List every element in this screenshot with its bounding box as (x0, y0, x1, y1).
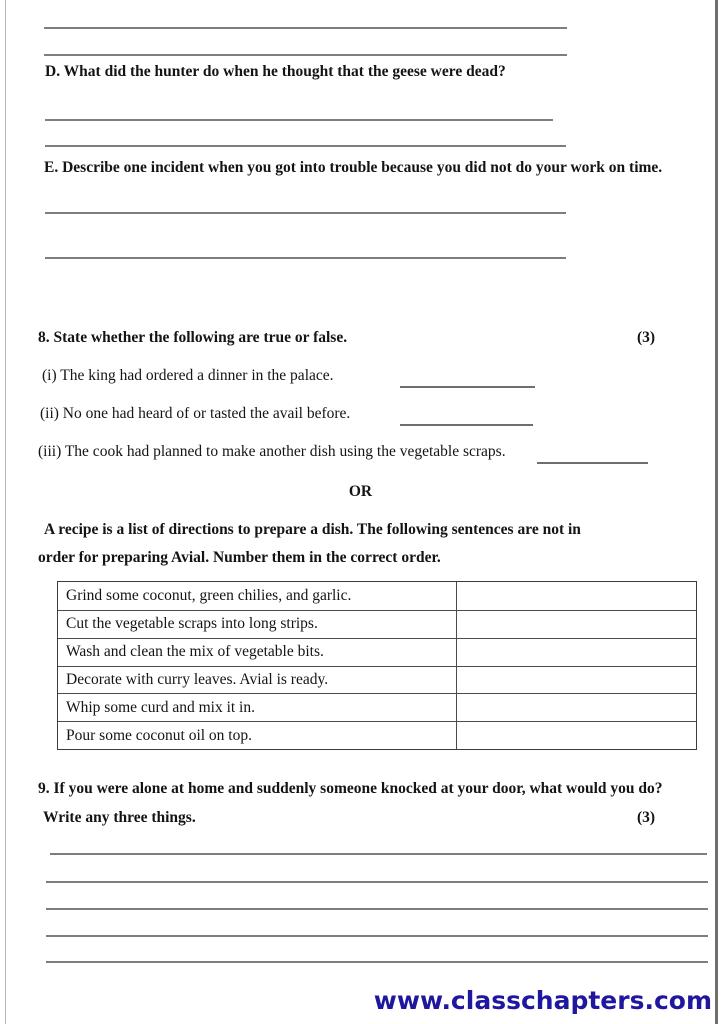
recipe-order-cell (456, 722, 696, 749)
recipe-step-text: Whip some curd and mix it in. (66, 698, 255, 716)
recipe-step-text: Pour some coconut oil on top. (66, 726, 252, 744)
question-9-line2: Write any three things. (43, 809, 196, 826)
recipe-order-cell (456, 582, 696, 610)
question-d: D. What did the hunter do when he thought that the geese were dead? (45, 63, 506, 80)
answer-line (46, 961, 708, 963)
website-link[interactable]: www.classchapters.com (373, 986, 712, 1015)
question-e: E. Describe one incident when you got into trouble because you did not do your work on time. (44, 159, 663, 176)
table-row (58, 638, 696, 666)
table-row (58, 721, 696, 749)
q8-item-iii: (iii) The cook had planned to make another dish using the vegetable scraps. (38, 443, 506, 460)
answer-line (46, 881, 708, 883)
true-false-blank (537, 462, 648, 464)
page-left-edge (5, 0, 6, 1024)
true-false-blank (400, 386, 535, 388)
answer-line (50, 853, 707, 855)
q8-item-ii: (ii) No one had heard of or tasted the avail before. (40, 405, 351, 422)
table-row (58, 693, 696, 721)
answer-line (45, 212, 566, 214)
recipe-order-cell (456, 694, 696, 721)
question-9-line1: 9. If you were alone at home and suddenly someone knocked at your door, what would you do? (38, 780, 663, 797)
answer-line (45, 119, 553, 121)
recipe-step-text: Decorate with curry leaves. Avial is ready. (66, 670, 329, 688)
answer-line (44, 54, 567, 56)
recipe-order-cell (456, 611, 696, 638)
answer-line (46, 935, 708, 937)
answer-line (45, 145, 566, 147)
answer-line (45, 257, 566, 259)
table-row (58, 610, 696, 638)
recipe-intro-line2: order for preparing Avial. Number them in the correct order. (38, 549, 441, 566)
answer-line (44, 27, 567, 29)
recipe-order-cell (456, 639, 696, 666)
table-row (58, 582, 696, 610)
recipe-order-cell (456, 667, 696, 694)
question-9-marks: (3) (637, 809, 656, 826)
recipe-intro-line1: A recipe is a list of directions to prepare a dish. The following sentences are not in (44, 521, 581, 538)
recipe-step-text: Cut the vegetable scraps into long strips. (66, 615, 318, 633)
table-row (58, 666, 696, 694)
or-separator: OR (348, 483, 373, 500)
q8-item-i: (i) The king had ordered a dinner in the palace. (42, 367, 334, 384)
recipe-step-text: Grind some coconut, green chilies, and garlic. (66, 586, 352, 604)
true-false-blank (400, 424, 533, 426)
answer-line (46, 908, 708, 910)
recipe-order-table (57, 581, 697, 750)
recipe-step-text: Wash and clean the mix of vegetable bits. (66, 643, 324, 661)
question-8-heading: 8. State whether the following are true or false. (38, 329, 348, 346)
page-right-edge (715, 0, 718, 1024)
question-8-marks: (3) (637, 329, 656, 346)
